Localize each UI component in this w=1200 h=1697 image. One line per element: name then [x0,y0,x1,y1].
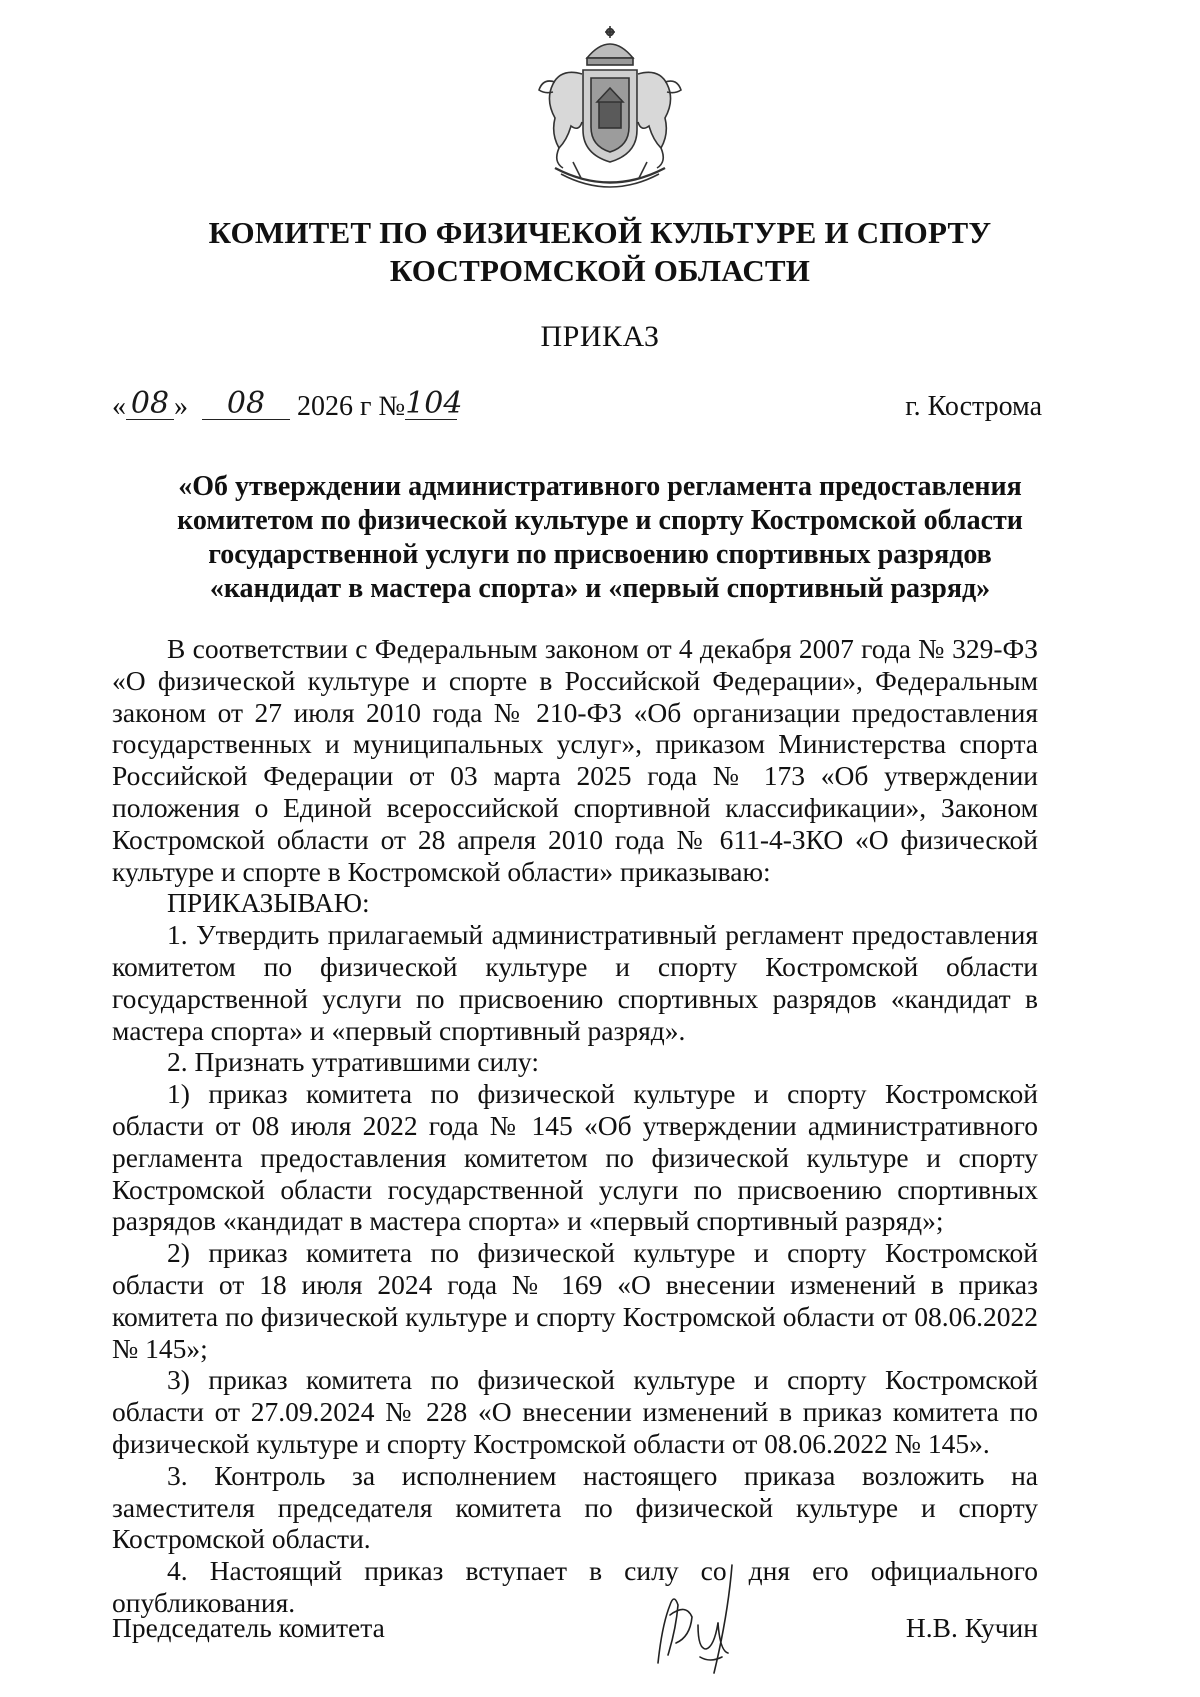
order-title [110,470,1090,606]
signer-name: Н.В. Кучин [905,1612,1038,1643]
handwritten-signature [640,1545,770,1675]
handwritten-day: 08 [126,389,174,420]
city: г. Кострома [905,391,1042,422]
order-item-2-1: 1) приказ комитета по физической культуре и спорту Костромской области от 08 июля 2022 года № 145 «Об утверждении административного регламента предоставления комитетом по физической культуре и спорту Костромской области государственной услуги по присвоению спортивных разрядов «кандидат в мастера спорта» и «первый спортивный разряд»; [112,1078,1038,1237]
signature-block [112,1612,1038,1652]
order-title-line4: «кандидат в мастера спорта» и «первый спортивный разряд» [209,573,991,604]
document-type: ПРИКАЗ [540,320,660,353]
order-title-line3: государственной услуги по присвоению спортивных разрядов [208,539,992,570]
order-item-2-3: 3) приказ комитета по физической культуре и спорту Костромской области от 27.09.2024 № 228 «О внесении изменений в приказ комитета по физической культуре и спорту Костромской области от 08.06.2022 № 145». [112,1364,1038,1459]
date-number-line [112,385,1042,429]
quote-close: » [174,391,188,422]
handwritten-order-number: 104 [405,386,463,421]
coat-of-arms-icon [525,22,695,197]
year-and-number-label: 2026 г № [297,391,406,422]
order-keyword: ПРИКАЗЫВАЮ: [167,887,370,919]
order-item-2: 2. Признать утратившими силу: [167,1046,539,1078]
order-title-line2: комитетом по физической культуре и спорту Костромской области [177,505,1023,536]
organization-name-line2: КОСТРОМСКОЙ ОБЛАСТИ [389,253,811,288]
date-and-number [112,386,463,423]
order-item-4: 4. Настоящий приказ вступает в силу со дня его официального опубликования. [112,1555,1038,1618]
order-body [112,633,1038,1619]
order-item-3: 3. Контроль за исполнением настоящего приказа возложить на заместителя председателя комитета по физической культуре и спорту Костромской области. [112,1459,1038,1555]
organization-name [100,214,1100,290]
quote-open: « [112,391,126,422]
preamble-paragraph: В соответствии с Федеральным законом от 4 декабря 2007 года № 329-ФЗ «О физической культуре и спорте в Российской Федерации», Федеральным законом от 27 июля 2010 года № 210-ФЗ «Об организации предоставления государственных и муниципальных услуг», приказом Министерства спорта Российской Федерации от 03 марта 2025 года № 173 «Об утверждении положения о Единой всероссийской спортивной классификации», Законом Костромской области от 28 апреля 2010 года № 611-4-ЗКО «О физической культуре и спорте в Костромской области» приказываю: [112,633,1038,887]
signer-role: Председатель комитета [112,1612,385,1643]
order-title-line1: «Об утверждении административного регламента предоставления [178,471,1022,502]
order-item-2-2: 2) приказ комитета по физической культуре и спорту Костромской области от 18 июля 2024 года № 169 «О внесении изменений в приказ комитета по физической культуре и спорту Костромской области от 08.06.2022 № 145»; [112,1237,1038,1364]
order-item-1: 1. Утвердить прилагаемый административный регламент предоставления комитетом по физической культуре и спорту Костромской области государственной услуги по присвоению спортивных разрядов «кандидат в мастера спорта» и «первый спортивный разряд». [112,919,1038,1046]
handwritten-month: 08 [202,389,290,420]
organization-name-line1: КОМИТЕТ ПО ФИЗИЧЕКОЙ КУЛЬТУРЕ И СПОРТУ [208,215,992,250]
